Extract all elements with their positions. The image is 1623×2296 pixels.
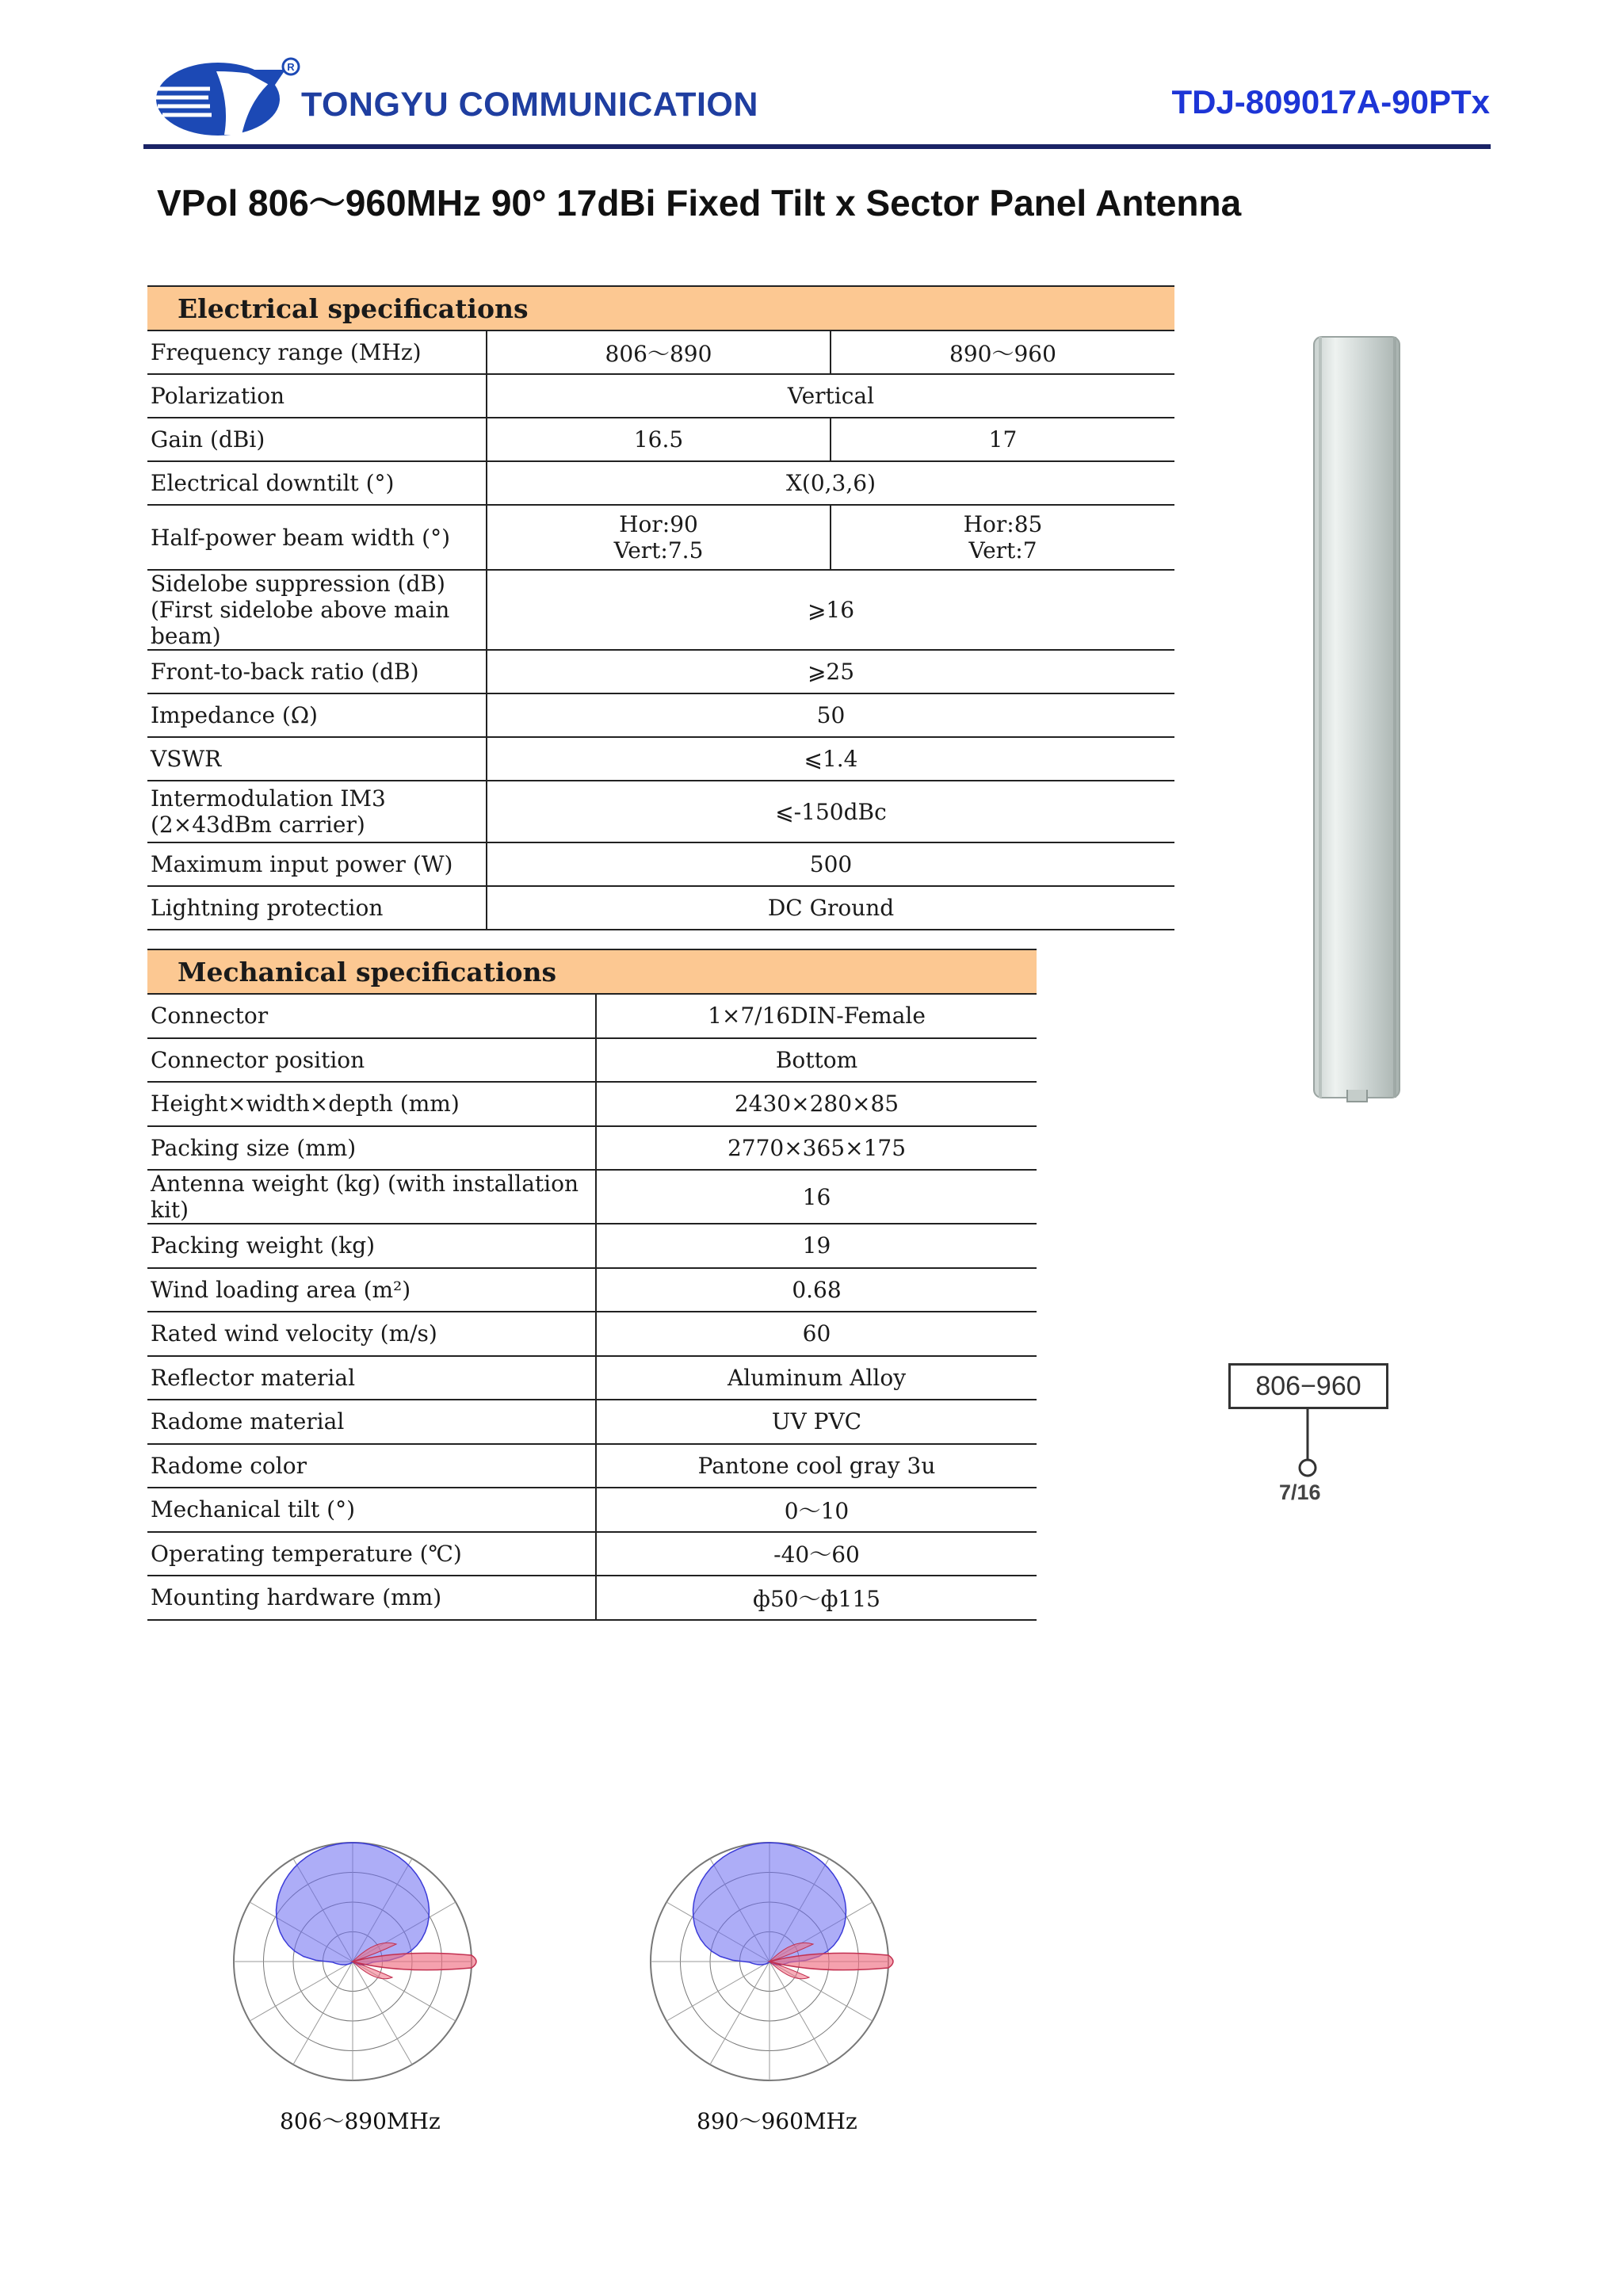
table-row	[147, 650, 1174, 693]
table-row	[147, 505, 1174, 570]
table-row	[147, 781, 1174, 842]
table-row	[147, 570, 1174, 650]
table-row	[147, 886, 1174, 930]
table-row	[147, 693, 1174, 737]
spec-value: ⩾16	[487, 570, 1174, 650]
hor-value: Hor:85	[963, 511, 1043, 537]
electrical-heading: Electrical specifications	[147, 286, 1174, 330]
spec-value: DC Ground	[487, 886, 1174, 930]
spec-value: 1×7/16DIN-Female	[596, 994, 1037, 1038]
table-row	[147, 1224, 1037, 1268]
spec-label-line: Intermodulation IM3	[151, 785, 386, 812]
spec-value: ⩽-150dBc	[487, 781, 1174, 842]
vert-value: Vert:7	[968, 537, 1037, 563]
connector-icon	[1268, 1407, 1347, 1486]
tongyu-logo-icon	[155, 55, 305, 143]
spec-label: Frequency range (MHz)	[147, 330, 487, 374]
spec-label: Packing size (mm)	[147, 1126, 596, 1171]
vert-value: Vert:7.5	[613, 537, 704, 563]
spec-value: Bottom	[596, 1038, 1037, 1083]
spec-label-line: (2×43dBm carrier)	[151, 812, 365, 838]
spec-label-line: (First sidelobe above main beam)	[151, 597, 450, 649]
spec-value: 16	[596, 1170, 1037, 1224]
spec-label: Reflector material	[147, 1356, 596, 1400]
spec-value: Vertical	[487, 374, 1174, 418]
spec-label: Packing weight (kg)	[147, 1224, 596, 1268]
band-label-box: 806−960	[1228, 1363, 1388, 1409]
spec-label: VSWR	[147, 737, 487, 781]
connector-type-label: 7/16	[1279, 1480, 1321, 1504]
spec-value: UV PVC	[596, 1400, 1037, 1444]
spec-value: ⩾25	[487, 650, 1174, 693]
spec-value: 0～10	[596, 1488, 1037, 1532]
mechanical-spec-table	[147, 949, 1037, 1621]
radiation-pattern-icon	[226, 1835, 479, 2088]
spec-label: Connector position	[147, 1038, 596, 1083]
table-row	[147, 737, 1174, 781]
spec-value: Aluminum Alloy	[596, 1356, 1037, 1400]
table-row	[147, 1312, 1037, 1356]
spec-label: Operating temperature (℃)	[147, 1532, 596, 1576]
electrical-spec-table	[147, 285, 1174, 930]
spec-value: 500	[487, 842, 1174, 886]
table-row	[147, 1400, 1037, 1444]
spec-value: 17	[831, 418, 1174, 461]
spec-label: Maximum input power (W)	[147, 842, 487, 886]
model-number: TDJ-809017A-90PTx	[1171, 83, 1490, 120]
spec-label: Mechanical tilt (°)	[147, 1488, 596, 1532]
table-row	[147, 1532, 1037, 1576]
spec-value: X(0,3,6)	[487, 461, 1174, 505]
table-row	[147, 330, 1174, 374]
spec-label: Electrical downtilt (°)	[147, 461, 487, 505]
table-row	[147, 1170, 1037, 1224]
radiation-pattern-icon	[643, 1835, 896, 2088]
pattern-caption: 806～890MHz	[280, 2108, 441, 2134]
table-row	[147, 1126, 1037, 1171]
spec-label: Antenna weight (kg) (with installation kit)	[147, 1170, 596, 1224]
spec-label: Lightning protection	[147, 886, 487, 930]
spec-label: Height×width×depth (mm)	[147, 1082, 596, 1126]
spec-label: Front-to-back ratio (dB)	[147, 650, 487, 693]
spec-label-line: Sidelobe suppression (dB)	[151, 571, 445, 597]
spec-label: Radome color	[147, 1444, 596, 1488]
pattern-caption: 890～960MHz	[697, 2108, 857, 2134]
spec-value: -40～60	[596, 1532, 1037, 1576]
table-row	[147, 1444, 1037, 1488]
header-rule	[143, 144, 1491, 149]
spec-value	[831, 505, 1174, 570]
page-title: VPol 806～960MHz 90° 17dBi Fixed Tilt x Sector Panel Antenna	[157, 182, 1242, 223]
spec-label: Connector	[147, 994, 596, 1038]
antenna-image	[1300, 329, 1419, 1106]
spec-label: Gain (dBi)	[147, 418, 487, 461]
table-row	[147, 418, 1174, 461]
spec-value: 2770×365×175	[596, 1126, 1037, 1171]
table-row	[147, 1038, 1037, 1083]
spec-label: Polarization	[147, 374, 487, 418]
company-name: TONGYU COMMUNICATION	[301, 86, 758, 124]
table-row	[147, 1576, 1037, 1620]
spec-label: Rated wind velocity (m/s)	[147, 1312, 596, 1356]
table-row	[147, 994, 1037, 1038]
table-row	[147, 1082, 1037, 1126]
spec-value: 890～960	[831, 330, 1174, 374]
table-row	[147, 1356, 1037, 1400]
table-row	[147, 1488, 1037, 1532]
table-row	[147, 1268, 1037, 1312]
spec-label	[147, 781, 487, 842]
spec-label: Radome material	[147, 1400, 596, 1444]
spec-label	[147, 570, 487, 650]
spec-value: ⩽1.4	[487, 737, 1174, 781]
spec-value: 60	[596, 1312, 1037, 1356]
spec-value: Pantone cool gray 3u	[596, 1444, 1037, 1488]
spec-label: Mounting hardware (mm)	[147, 1576, 596, 1620]
spec-value: 0.68	[596, 1268, 1037, 1312]
spec-value: 16.5	[487, 418, 831, 461]
spec-value: 50	[487, 693, 1174, 737]
spec-value	[487, 505, 831, 570]
spec-value: ф50～ф115	[596, 1576, 1037, 1620]
mechanical-heading: Mechanical specifications	[147, 949, 1037, 994]
spec-label: Wind loading area (m²)	[147, 1268, 596, 1312]
spec-value: 2430×280×85	[596, 1082, 1037, 1126]
spec-label: Half-power beam width (°)	[147, 505, 487, 570]
spec-value: 806～890	[487, 330, 831, 374]
spec-value: 19	[596, 1224, 1037, 1268]
svg-text:R: R	[287, 61, 295, 73]
hor-value: Hor:90	[619, 511, 698, 537]
table-row	[147, 842, 1174, 886]
table-row	[147, 461, 1174, 505]
table-row	[147, 374, 1174, 418]
spec-label: Impedance (Ω)	[147, 693, 487, 737]
